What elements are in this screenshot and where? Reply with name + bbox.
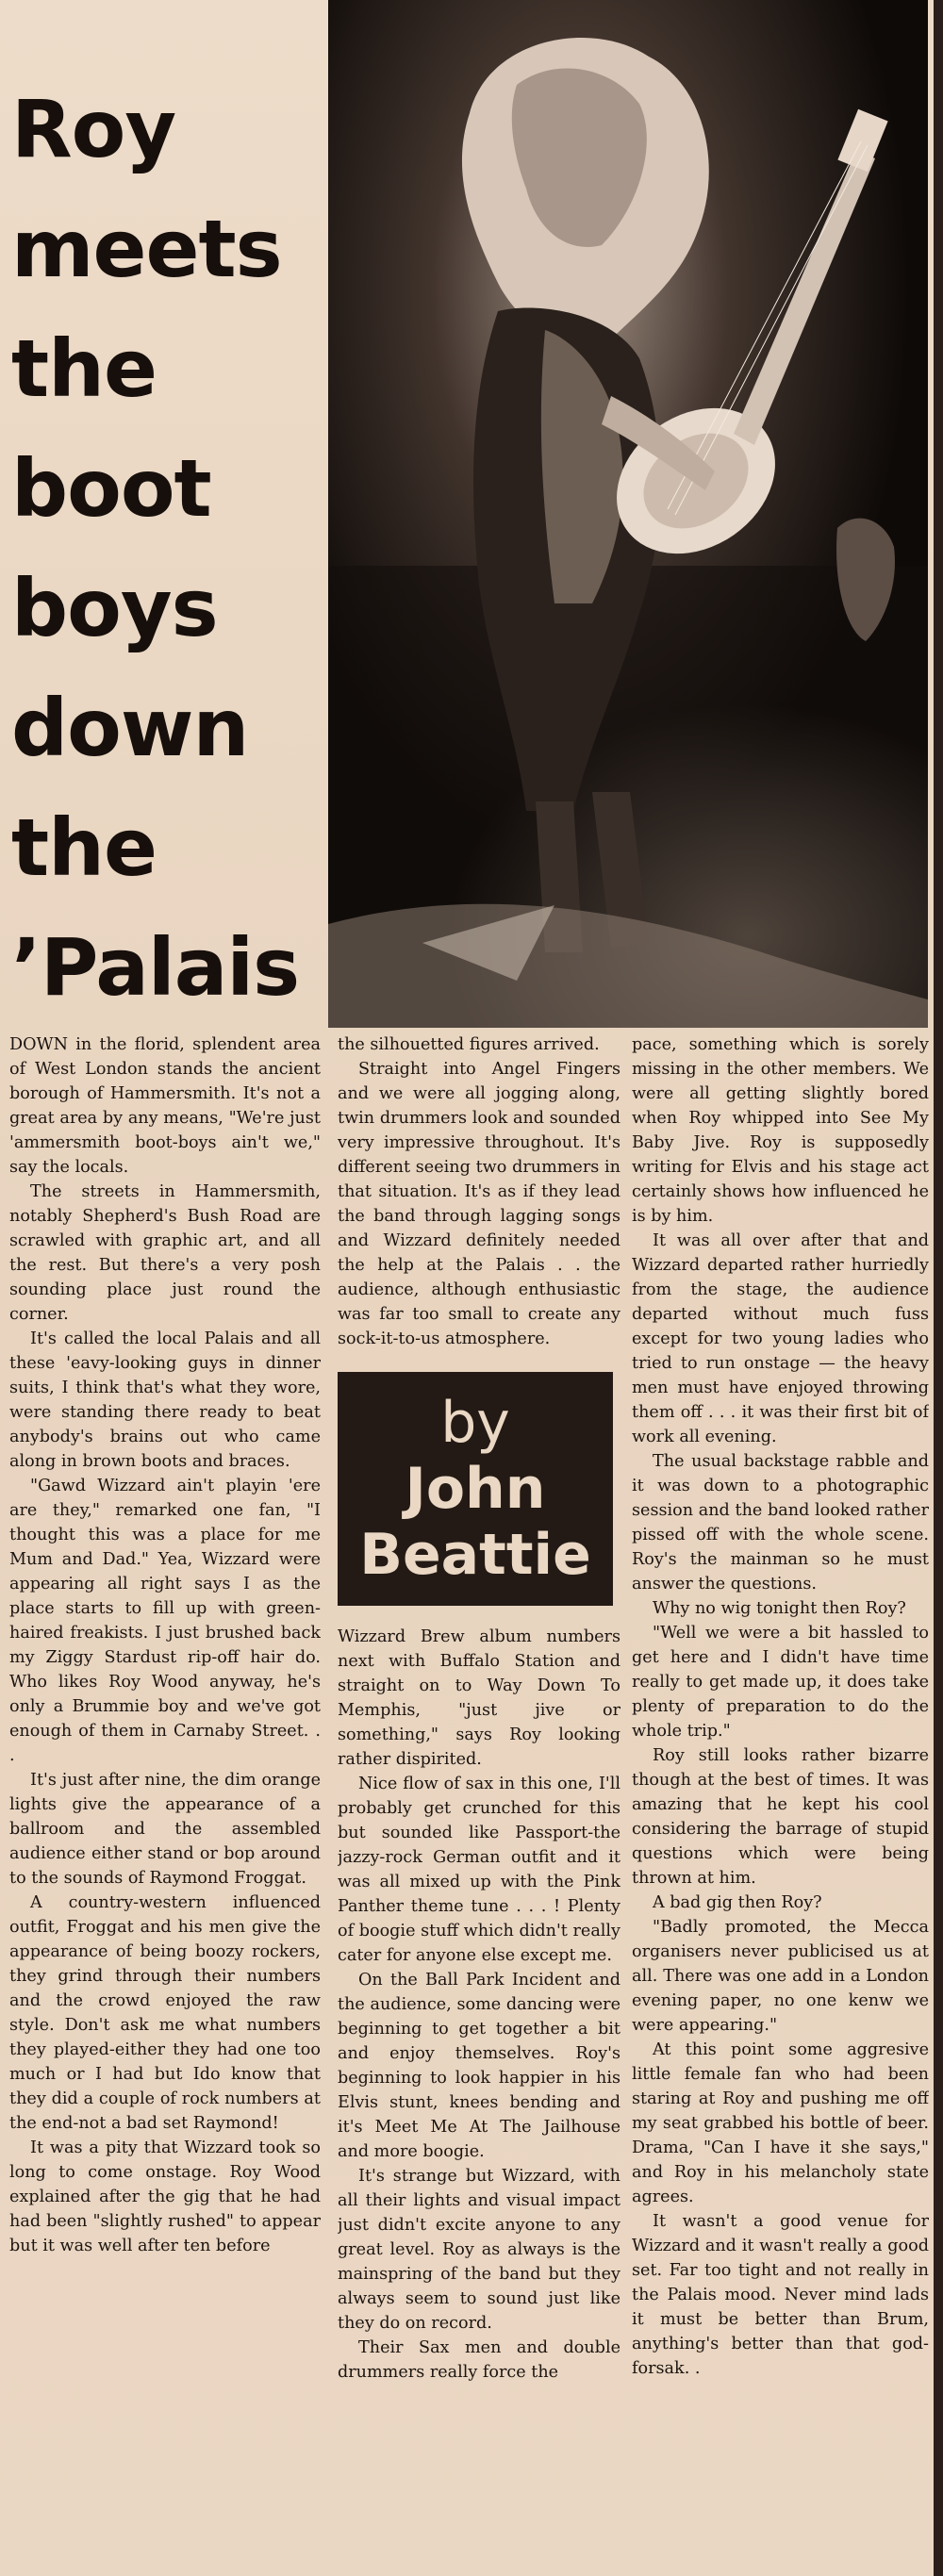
byline-box — [338, 1372, 613, 1606]
paragraph: "Badly promoted, the Mecca organisers never publicised us at all. There was one add in a London evening paper, no one kenw we were appearing." — [632, 1918, 929, 2035]
paragraph: Nice flow of sax in this one, I'll probably get crunched for this but sounded like Passport-the jazzy-rock German outfit and it was all mixed up with the Pink Panther theme tune . . . ! Plenty of boogie stuff which didn't really cater for anyone else except me. — [338, 1775, 620, 1965]
guitarist-photo-image — [328, 0, 928, 1028]
paragraph: It's just after nine, the dim orange lights give the appearance of a ballroom and the assembled audience either stand or bop around to the sounds of Raymond Froggat. — [9, 1771, 321, 1888]
headline-line: boys — [11, 562, 218, 655]
paragraph: the silhouetted figures arrived. — [338, 1035, 600, 1054]
headline — [11, 70, 323, 1028]
paragraph: It wasn't a good venue for Wizzard and it wasn't really a good set. Far too tight and not really in the Palais mood. Never mind lads it must be better than Brum, anything's better than that god-forsak. . — [632, 2212, 929, 2378]
headline-line: the — [11, 322, 157, 416]
paragraph: Why no wig tonight then Roy? — [653, 1599, 906, 1618]
headline-line: ’Palais — [11, 921, 300, 1015]
concert-photo — [328, 0, 928, 1028]
paragraph: Their Sax men and double drummers really force the — [338, 2338, 620, 2382]
paragraph: The usual backstage rabble and it was down to a photographic session and the band looked rather pissed off with the whole scene. Roy's the mainman so he must answer the questions. — [632, 1452, 929, 1593]
headline-line: down — [11, 682, 249, 775]
byline-by: by — [440, 1390, 510, 1456]
paragraph: It was all over after that and Wizzard departed rather hurriedly from the stage, the audience departed without much fuss except for two young ladies who tried to run onstage — the heavy men must have enjoyed throwing them off . . . it was their first bit of work all evening. — [632, 1231, 929, 1446]
article-column-1 — [9, 1032, 321, 2571]
paragraph: It was a pity that Wizzard took so long to come onstage. Roy Wood explained after the gig that he had had been "slightly rushed" to appear but it was well after ten before — [9, 2138, 321, 2255]
article-body — [9, 1032, 929, 2571]
byline-last-name: Beattie — [359, 1522, 591, 1588]
paragraph: A bad gig then Roy? — [653, 1893, 822, 1912]
paragraph: It's called the local Palais and all these 'eavy-looking guys in dinner suits, I think that's what they wore, were standing there ready to beat anybody's brains out who came along in brown boots and braces. — [9, 1329, 321, 1471]
paragraph: Wizzard Brew album numbers next with Buffalo Station and straight on to Way Down To Memphis, "just jive or something," says Roy looking rather dispirited. — [338, 1627, 620, 1769]
paragraph: DOWN in the florid, splendent area of West London stands the ancient borough of Hammersmith. It's not a great area by any means, "We're just 'ammersmith boot-boys ain't we," say the locals. — [9, 1035, 321, 1177]
paragraph: Straight into Angel Fingers and we were all jogging along, twin drummers look and sounded very impressive throughout. It's different seeing two drummers in that situation. It's as if they lead the band through lagging songs and Wizzard definitely needed the help at the Palais . . the audience, although enthusiastic was far too small to create any sock-it-to-us atmosphere. — [338, 1060, 620, 1348]
headline-line: Roy — [11, 83, 176, 176]
paragraph: A country-western influenced outfit, Froggat and his men give the appearance of being boozy rockers, they grind through their numbers and the crowd enjoyed the raw style. Don't ask me what numbers they played-either they had one too much or I had but Ido know that they did a couple of rock numbers at the end-not a bad set Raymond! — [9, 1893, 321, 2133]
article-column-2 — [338, 1032, 620, 2571]
paragraph: "Well we were a bit hassled to get here and I didn't have time really to get made up, it does take plenty of preparation to do the whole trip." — [632, 1624, 929, 1741]
paragraph: It's strange but Wizzard, with all their lights and visual impact just didn't excite anyone to any great level. Roy as always is the mainspring of the band but they always seem to sound just like they do on record. — [338, 2167, 620, 2333]
paragraph: On the Ball Park Incident and the audience, some dancing were beginning to get together a bit and enjoy themselves. Roy's beginning to look happier in his Elvis stunt, knees bending and it's Meet Me At The Jailhouse and more boogie. — [338, 1971, 620, 2161]
article-column-3 — [632, 1032, 929, 2571]
headline-line: boot — [11, 442, 211, 536]
headline-line: meets — [11, 203, 282, 296]
paragraph: The streets in Hammersmith, notably Shepherd's Bush Road are scrawled with graphic art, and all the rest. But there's a very posh sounding place just round the corner. — [9, 1182, 321, 1324]
paragraph: "Gawd Wizzard ain't playin 'ere are they," remarked one fan, "I thought this was a place for me Mum and Dad." Yea, Wizzard were appearing all right says I as the place starts to fill up with green-haired freakists. I just brushed back my Ziggy Stardust rip-off hair do. Who likes Roy Wood anyway, he's only a Brummie boy and we've got enough of them in Carnaby Street. . . — [9, 1477, 321, 1765]
headline-line: the — [11, 801, 157, 895]
paragraph: At this point some aggresive little female fan who had been staring at Roy and pushing me off my seat grabbed his bottle of beer. Drama, "Can I have it she says," and Roy in his melancholy state agrees. — [632, 2040, 929, 2206]
paragraph: pace, something which is sorely missing in the other members. We were all getting slightly bored when Roy whipped into See My Baby Jive. Roy is supposedly writing for Elvis and his stage act certainly shows how influenced he is by him. — [632, 1035, 929, 1226]
paragraph: Roy still looks rather bizarre though at the best of times. It was amazing that he kept his cool considering the barrage of stupid questions which were being thrown at him. — [632, 1746, 929, 1888]
byline-first-name: John — [405, 1456, 546, 1522]
